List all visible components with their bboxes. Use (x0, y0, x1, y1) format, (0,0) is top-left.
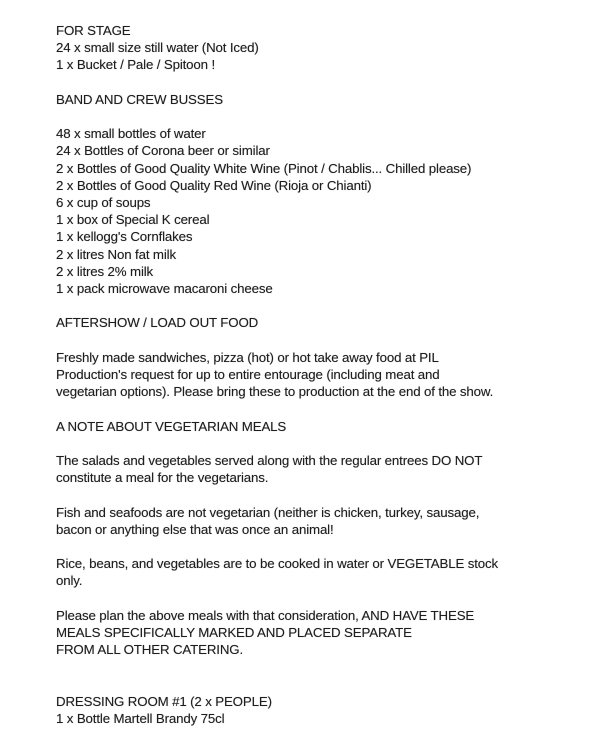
blank-line (56, 332, 570, 349)
blank-line (56, 658, 570, 675)
text-line: 2 x Bottles of Good Quality White Wine (Pinot / Chablis... Chilled please) (56, 160, 472, 176)
text-line: 6 x cup of soups (56, 195, 151, 210)
text-line: constitute a meal for the vegetarians. (56, 470, 269, 486)
text-line: 1 x pack microwave macaroni cheese (56, 281, 273, 297)
text-line: 2 x litres Non fat milk (56, 246, 176, 262)
rider-text-block (56, 22, 570, 727)
section-heading: FOR STAGE (56, 23, 131, 38)
text-line: 24 x Bottles of Corona beer or similar (56, 143, 270, 159)
blank-line (56, 538, 570, 555)
text-line: MEALS SPECIFICALLY MARKED AND PLACED SEPARATE (56, 624, 412, 640)
text-line: Rice, beans, and vegetables are to be cooked in water or VEGETABLE stock (56, 556, 499, 572)
blank-line (56, 400, 570, 417)
section-heading: BAND AND CREW BUSSES (56, 91, 223, 107)
text-line: 2 x litres 2% milk (56, 263, 154, 279)
section-heading: DRESSING ROOM #1 (2 x PEOPLE) (56, 693, 272, 709)
text-line: vegetarian options). Please bring these to production at the end of the show. (56, 384, 494, 400)
text-line: 1 x Bottle Martell Brandy 75cl (56, 710, 225, 726)
blank-line (56, 486, 570, 503)
text-line: 2 x Bottles of Good Quality Red Wine (Rioja or Chianti) (56, 177, 372, 193)
blank-line (56, 435, 570, 452)
blank-line (56, 108, 570, 125)
text-line: 1 x box of Special K cereal (56, 212, 210, 228)
blank-line (56, 74, 570, 91)
text-line: The salads and vegetables served along with the regular entrees DO NOT (56, 452, 483, 468)
text-line: 48 x small bottles of water (56, 126, 206, 142)
text-line: 24 x small size still water (Not Iced) (56, 40, 259, 56)
text-line: only. (56, 573, 83, 589)
text-line: 1 x Bucket / Pale / Spitoon ! (56, 57, 215, 73)
section-heading: AFTERSHOW / LOAD OUT FOOD (56, 315, 259, 331)
section-heading: A NOTE ABOUT VEGETARIAN MEALS (56, 418, 287, 434)
blank-line (56, 297, 570, 314)
text-line: Production's request for up to entire entourage (including meat and (56, 367, 440, 382)
text-line: 1 x kellogg's Cornflakes (56, 229, 193, 245)
text-line: Freshly made sandwiches, pizza (hot) or hot take away food at PIL (56, 349, 439, 365)
text-line: bacon or anything else that was once an animal! (56, 521, 334, 537)
blank-line (56, 590, 570, 607)
text-line: Please plan the above meals with that consideration, AND HAVE THESE (56, 607, 475, 623)
text-line: Fish and seafoods are not vegetarian (neither is chicken, turkey, sausage, (56, 504, 480, 520)
blank-line (56, 676, 570, 693)
text-line: FROM ALL OTHER CATERING. (56, 642, 244, 658)
